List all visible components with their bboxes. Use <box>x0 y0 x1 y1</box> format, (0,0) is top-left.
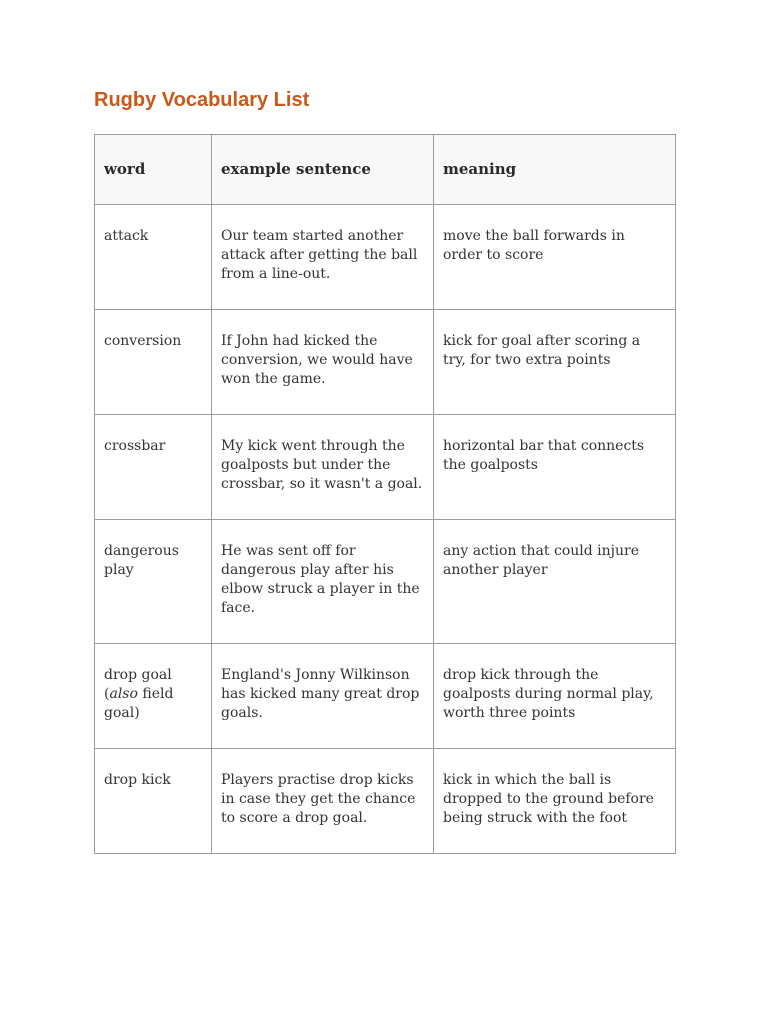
word-text: drop goal <box>104 667 172 683</box>
meaning-cell: kick for goal after scoring a try, for two extra points <box>434 310 676 415</box>
table-row <box>95 749 676 854</box>
meaning-cell: horizontal bar that connects the goalposts <box>434 415 676 520</box>
meaning-cell: any action that could injure another player <box>434 520 676 644</box>
page-title: Rugby Vocabulary List <box>94 89 310 111</box>
meaning-cell: drop kick through the goalposts during normal play, worth three points <box>434 644 676 749</box>
table-header-row <box>95 135 676 205</box>
example-cell: My kick went through the goalposts but under the crossbar, so it wasn't a goal. <box>212 415 434 520</box>
word-note-italic: also <box>109 686 138 702</box>
word-note-open: ( <box>104 686 110 702</box>
meaning-cell: kick in which the ball is dropped to the ground before being struck with the foot <box>434 749 676 854</box>
header-word: word <box>95 135 212 205</box>
table-row <box>95 310 676 415</box>
word-cell: crossbar <box>95 415 212 520</box>
word-cell: conversion <box>95 310 212 415</box>
example-cell: Our team started another attack after getting the ball from a line-out. <box>212 205 434 310</box>
table-row <box>95 205 676 310</box>
meaning-cell: move the ball forwards in order to score <box>434 205 676 310</box>
word-cell: dangerous play <box>95 520 212 644</box>
word-cell <box>95 644 212 749</box>
table-row <box>95 415 676 520</box>
word-cell: drop kick <box>95 749 212 854</box>
example-cell: He was sent off for dangerous play after his elbow struck a player in the face. <box>212 520 434 644</box>
example-cell: If John had kicked the conversion, we would have won the game. <box>212 310 434 415</box>
header-example-sentence: example sentence <box>212 135 434 205</box>
table-row <box>95 644 676 749</box>
vocabulary-table <box>94 134 676 854</box>
word-cell: attack <box>95 205 212 310</box>
word-note-rest: field goal) <box>104 686 174 721</box>
example-cell: England's Jonny Wilkinson has kicked many great drop goals. <box>212 644 434 749</box>
table-row <box>95 520 676 644</box>
example-cell: Players practise drop kicks in case they get the chance to score a drop goal. <box>212 749 434 854</box>
header-meaning: meaning <box>434 135 676 205</box>
